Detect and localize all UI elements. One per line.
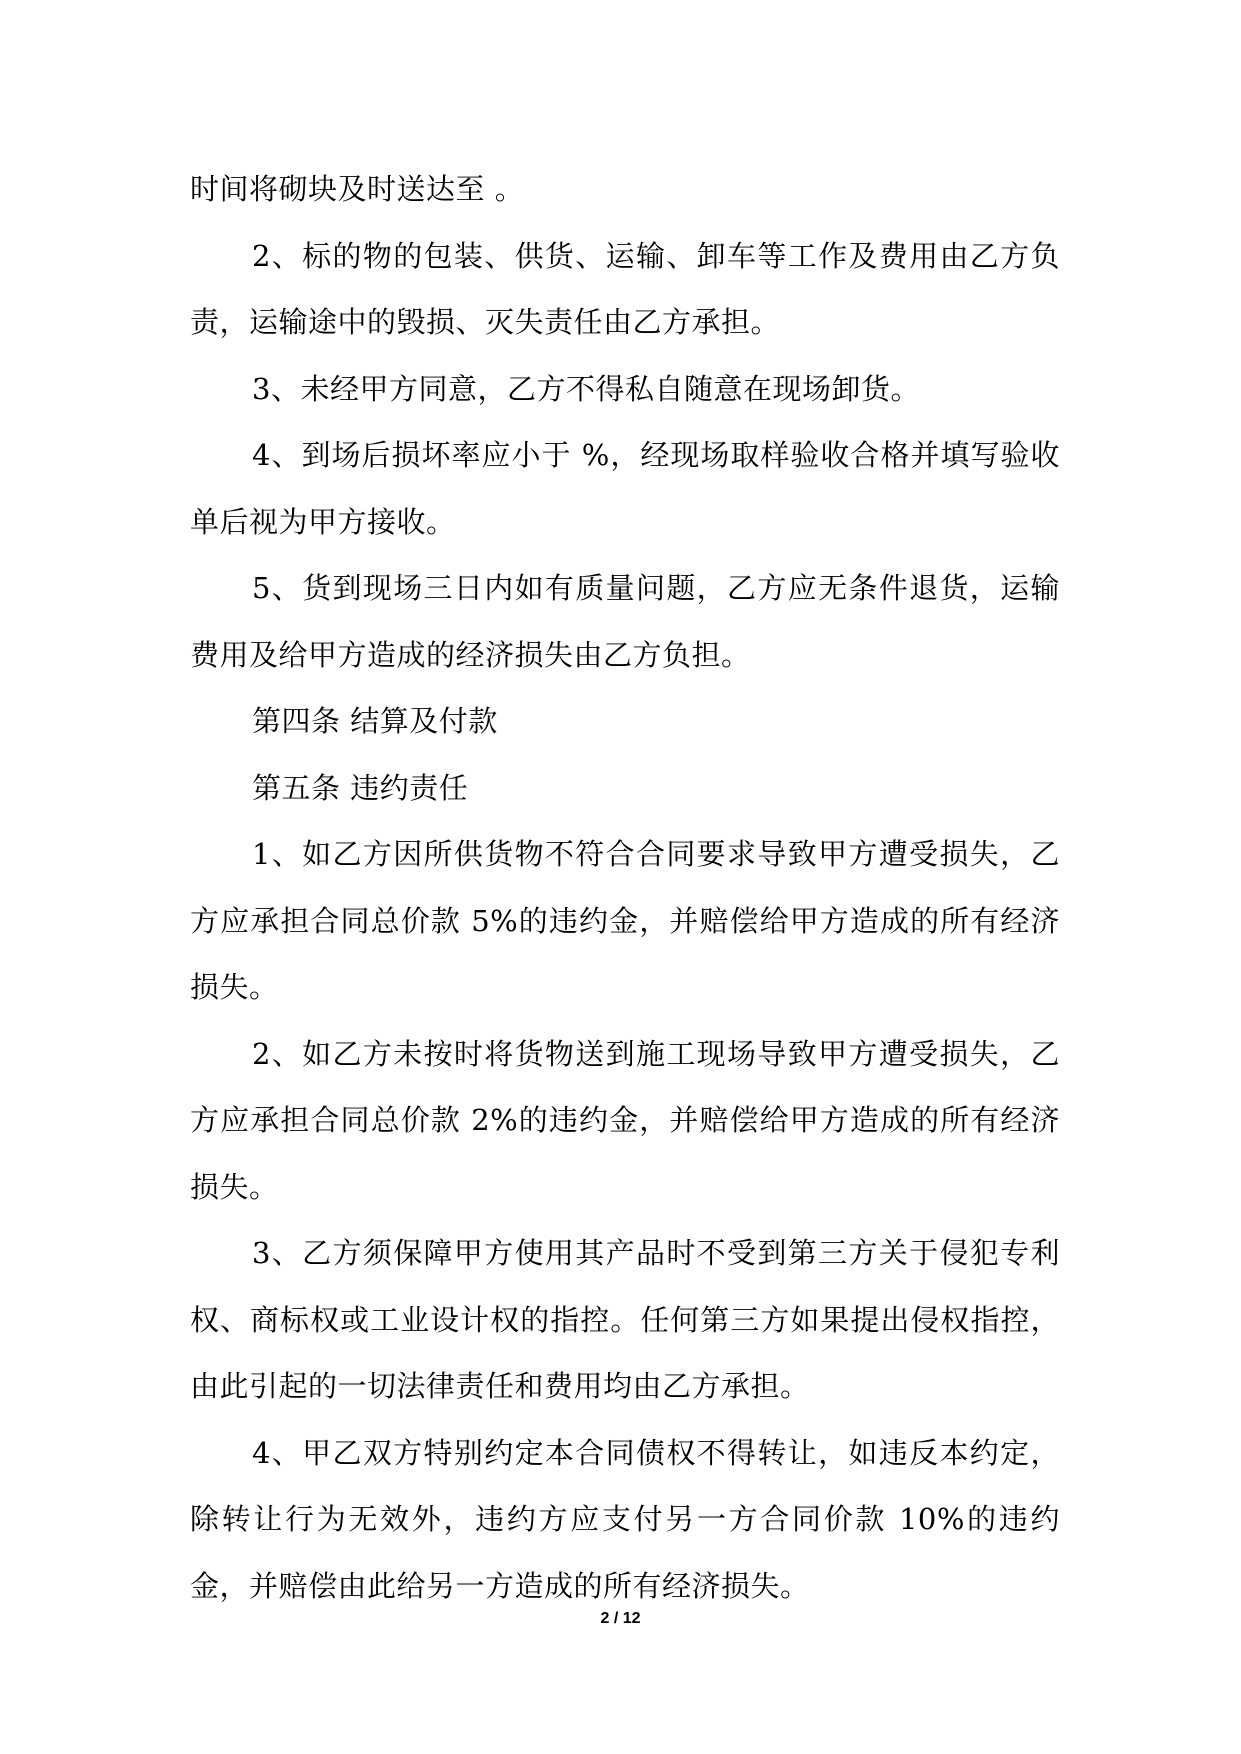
page-number: 2 / 12	[600, 1610, 641, 1627]
liability-item-4: 4、甲乙双方特别约定本合同债权不得转让，如违反本约定，除转让行为无效外，违约方应支付另一方合同价款 10%的违约金，并赔偿由此给另一方造成的所有经济损失。	[190, 1435, 1060, 1603]
liability-item-3: 3、乙方须保障甲方使用其产品时不受到第三方关于侵犯专利权、商标权或工业设计权的指控。任何第三方如果提出侵权指控，由此引起的一切法律责任和费用均由乙方承担。	[190, 1236, 1060, 1403]
article-heading-settlement: 第四条 结算及付款	[252, 704, 498, 738]
clause-item-4: 4、到场后损坏率应小于 %，经现场取样验收合格并填写验收单后视为甲方接收。	[190, 438, 1060, 539]
clause-item-2: 2、标的物的包装、供货、运输、卸车等工作及费用由乙方负责，运输途中的毁损、灭失责任由乙方承担。	[190, 238, 1060, 339]
liability-item-1: 1、如乙方因所供货物不符合合同要求导致甲方遭受损失，乙方应承担合同总价款 5%的违约金，并赔偿给甲方造成的所有经济损失。	[190, 837, 1060, 1004]
article-heading-liability: 第五条 违约责任	[252, 770, 469, 805]
liability-item-2: 2、如乙方未按时将货物送到施工现场导致甲方遭受损失，乙方应承担合同总价款 2%的违约金，并赔偿给甲方造成的所有经济损失。	[190, 1036, 1060, 1204]
clause-item-3: 3、未经甲方同意，乙方不得私自随意在现场卸货。	[252, 371, 920, 406]
paragraph-continuation: 时间将砌块及时送达至 。	[190, 172, 525, 206]
clause-item-5: 5、货到现场三日内如有质量问题，乙方应无条件退货，运输费用及给甲方造成的经济损失由乙方负担。	[190, 571, 1060, 672]
document-body	[190, 156, 1060, 1619]
